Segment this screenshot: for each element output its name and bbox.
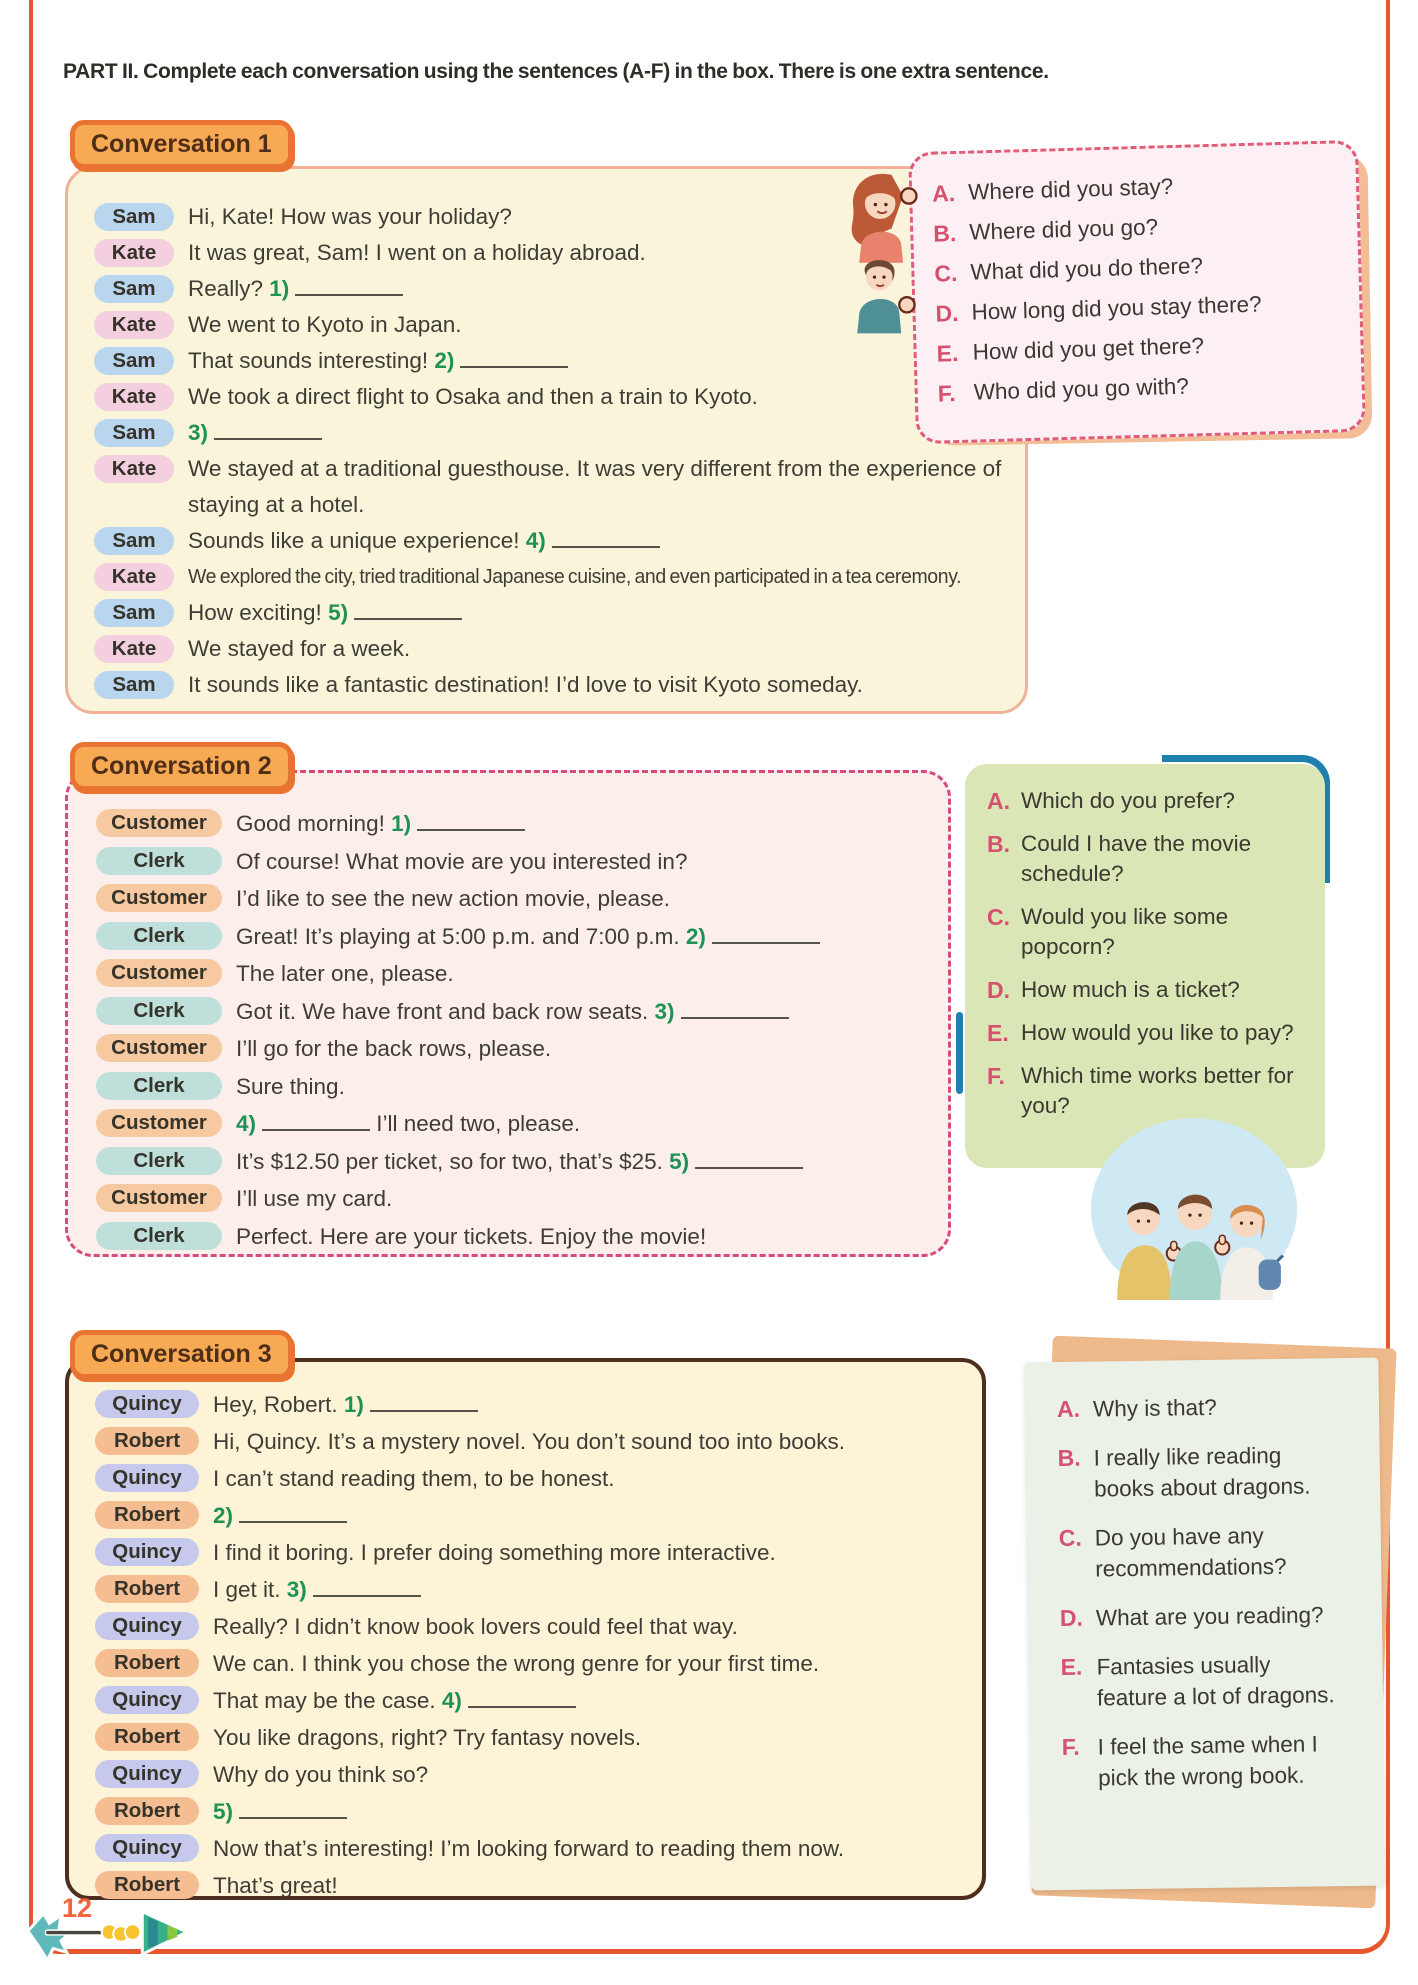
speaker-pill: Kate (94, 383, 174, 411)
dialogue-text: Got it. We have front and back row seats. (236, 998, 655, 1024)
option-letter: F. (1061, 1733, 1080, 1761)
dialogue-line (188, 379, 1009, 415)
dialogue-text: We stayed for a week. (188, 636, 411, 661)
option-letter: E. (1060, 1653, 1083, 1681)
options-list-2 (987, 786, 1311, 1121)
options-box-3 (1024, 1358, 1385, 1891)
speaker-pill: Sam (94, 275, 174, 303)
blank-number: 1) (391, 811, 412, 836)
answer-blank[interactable] (370, 1408, 478, 1412)
option-text: Where did you stay? (967, 173, 1174, 205)
dialogue-line (213, 1719, 966, 1756)
dialogue-text: Great! It’s playing at 5:00 p.m. and 7:00 p.m. (236, 923, 686, 949)
option-text: Which do you prefer? (1021, 788, 1235, 813)
speaker-pill: Robert (95, 1575, 199, 1603)
dialogue-text: Hi, Quincy. It’s a mystery novel. You don’t sound too into books. (213, 1429, 846, 1454)
dialogue-row (96, 1030, 932, 1068)
option-letter: B. (987, 831, 1010, 857)
option-text: How long did you stay there? (971, 291, 1262, 325)
dialogue-row (94, 415, 1009, 451)
speaker-pill: Kate (94, 635, 174, 663)
dialogue-line (213, 1534, 966, 1571)
dialogue-row (95, 1645, 966, 1682)
dialogue-text: I get it. (213, 1577, 287, 1602)
dialogue-text: I can’t stand reading them, to be honest. (213, 1466, 615, 1491)
speaker-pill: Clerk (96, 1222, 222, 1250)
option-item (933, 207, 1344, 248)
dialogue-row (96, 805, 932, 843)
dialogue-text: I’d like to see the new action movie, please. (236, 886, 670, 911)
dialogue-line (188, 451, 1009, 523)
option-text: Who did you go with? (973, 373, 1190, 405)
dialogue-text: I find it boring. I prefer doing something more interactive. (213, 1540, 776, 1565)
speaker-pill: Robert (95, 1427, 199, 1455)
answer-blank[interactable] (239, 1519, 347, 1523)
dialogue-row (96, 1105, 932, 1143)
speaker-pill: Sam (94, 347, 174, 375)
dialogue-line (213, 1793, 966, 1830)
dialogue-text: That’s great! (213, 1873, 338, 1898)
conversation-2-label: Conversation 2 (70, 742, 293, 791)
option-text: Fantasies usually feature a lot of dragons. (1096, 1652, 1335, 1711)
speaker-pill: Quincy (95, 1760, 199, 1788)
dialogue-line (213, 1645, 966, 1682)
dialogue-row (95, 1682, 966, 1719)
dialogue-text: Why do you think so? (213, 1762, 429, 1787)
blank-number: 3) (286, 1577, 307, 1602)
dialogue-line (188, 415, 1009, 451)
option-item (987, 975, 1311, 1005)
blank-number: 3) (654, 998, 675, 1024)
answer-blank[interactable] (468, 1704, 576, 1708)
option-item (934, 247, 1345, 288)
option-item (987, 829, 1311, 889)
speaker-pill: Kate (94, 455, 174, 483)
option-item (1057, 1390, 1341, 1425)
dialogue-text: Really? (188, 276, 270, 301)
answer-blank[interactable] (354, 616, 462, 620)
speaker-pill: Robert (95, 1501, 199, 1529)
option-letter: D. (1059, 1604, 1084, 1632)
dialogue-line (188, 631, 1009, 667)
dialogue-text: We can. I think you chose the wrong genre for your first time. (213, 1651, 820, 1676)
dialogue-line (213, 1830, 966, 1867)
option-text: Where did you go? (968, 214, 1159, 245)
dialogue-row (96, 1218, 932, 1256)
dialogue-text: Sure thing. (236, 1073, 345, 1099)
speaker-pill: Quincy (95, 1464, 199, 1492)
speaker-pill: Customer (96, 884, 222, 912)
speaker-pill: Clerk (96, 1072, 222, 1100)
option-item (937, 367, 1348, 408)
blank-number: 2) (434, 348, 455, 373)
speaker-pill: Kate (94, 239, 174, 267)
dialogue-text: It was great, Sam! I went on a holiday abroad. (188, 240, 646, 265)
dialogue-row (96, 1180, 932, 1218)
dialogue-row (94, 667, 1009, 703)
option-text: Would you like some popcorn? (1021, 904, 1229, 959)
blank-number: 5) (328, 600, 349, 625)
dialogue-row (94, 343, 1009, 379)
answer-blank[interactable] (214, 436, 322, 440)
dialogue-text: I’ll go for the back rows, please. (236, 1036, 552, 1061)
dialogue-line (236, 880, 932, 918)
dialogue-row (94, 451, 1009, 523)
dialogue-row (95, 1423, 966, 1460)
option-item (987, 786, 1311, 816)
option-item (936, 327, 1347, 368)
option-letter: A. (1056, 1395, 1081, 1423)
option-letter: A. (931, 180, 956, 207)
dialogue-line (213, 1682, 966, 1719)
dialogue-row (94, 379, 1009, 415)
option-text: I feel the same when I pick the wrong book. (1097, 1731, 1318, 1791)
dialogue-row (95, 1867, 966, 1904)
conversation-3-box (65, 1358, 986, 1900)
speaker-pill: Clerk (96, 847, 222, 875)
speaker-pill: Quincy (95, 1612, 199, 1640)
part-title: PART II. Complete each conversation using the sentences (A-F) in the box. There is one extra sentence. (63, 60, 1049, 83)
dialogue-text: Now that’s interesting! I’m looking forward to reading them now. (213, 1836, 845, 1861)
option-item (1059, 1519, 1344, 1585)
page-number: 12 (62, 1893, 93, 1923)
dialogue-line (236, 1068, 932, 1106)
option-text: What did you do there? (970, 253, 1204, 285)
dialogue-row (94, 631, 1009, 667)
dialogue-row (95, 1608, 966, 1645)
option-text: Which time works better for you? (1021, 1063, 1294, 1118)
dialogue-text: We explored the city, tried traditional Japanese cuisine, and even participated in a tea ceremony. (188, 565, 962, 588)
answer-blank[interactable] (552, 544, 660, 548)
dialogue-text: You like dragons, right? Try fantasy novels. (213, 1725, 642, 1750)
option-letter: C. (934, 260, 958, 287)
dialogue-row (96, 1143, 932, 1181)
dialogue-row (95, 1497, 966, 1534)
dialogue-line (236, 1030, 932, 1068)
option-letter: F. (987, 1063, 1005, 1089)
answer-blank[interactable] (460, 364, 568, 368)
speaker-pill: Customer (96, 809, 222, 837)
option-item (932, 167, 1343, 208)
dialogue-line (188, 523, 1009, 559)
dialogue-text: Good morning! (236, 811, 392, 836)
blank-number: 1) (343, 1392, 364, 1417)
answer-blank[interactable] (313, 1593, 421, 1597)
dialogue-text: How exciting! (188, 600, 329, 625)
blank-number: 3) (188, 420, 209, 445)
dialogue-line (236, 918, 932, 956)
option-text: I really like reading books about dragons. (1093, 1442, 1311, 1502)
answer-blank[interactable] (262, 1127, 370, 1131)
dialogue-line (213, 1497, 966, 1534)
friends-thumbs-up-illustration (1085, 1112, 1303, 1304)
option-letter: E. (987, 1020, 1009, 1046)
answer-blank[interactable] (239, 1815, 347, 1819)
blank-number: 4) (441, 1688, 462, 1713)
speaker-pill: Quincy (95, 1686, 199, 1714)
conversation-2-box (65, 770, 951, 1257)
answer-blank[interactable] (295, 292, 403, 296)
speaker-pill: Robert (95, 1797, 199, 1825)
dialogue-line (188, 595, 1009, 631)
dialogue-text: We went to Kyoto in Japan. (188, 312, 462, 337)
dialogue-row (96, 843, 932, 881)
dialogue-line (236, 1105, 932, 1143)
dialogue-row (96, 993, 932, 1031)
option-text: Do you have any recommendations? (1094, 1523, 1287, 1582)
dialogue-line (213, 1460, 966, 1497)
dialogue-line (188, 343, 1009, 379)
dialogue-row (95, 1571, 966, 1608)
speaker-pill: Sam (94, 599, 174, 627)
man-illustration (857, 260, 914, 333)
option-letter: D. (935, 299, 959, 327)
dialogue-row (95, 1534, 966, 1571)
conversation-1-label: Conversation 1 (70, 120, 293, 169)
option-text: Why is that? (1092, 1394, 1217, 1422)
blank-number: 1) (269, 276, 290, 301)
dialogue-line (236, 955, 932, 993)
options-box-1 (908, 140, 1366, 444)
speaker-pill: Customer (96, 959, 222, 987)
speaker-pill: Clerk (96, 922, 222, 950)
dialogue-text: I’ll need two, please. (370, 1111, 581, 1136)
option-text: What are you reading? (1095, 1602, 1324, 1631)
conversation-3-label: Conversation 3 (70, 1330, 293, 1379)
blank-number: 5) (669, 1148, 690, 1174)
option-text: Could I have the movie schedule? (1021, 831, 1252, 886)
dialogue-line (188, 667, 1009, 703)
speaker-pill: Robert (95, 1649, 199, 1677)
arrow-illustration (18, 1902, 193, 1964)
speaker-pill: Robert (95, 1723, 199, 1751)
dialogue-line (236, 993, 932, 1031)
dialogue-text: It’s $12.50 per ticket, so for two, that’s $25. (236, 1148, 670, 1174)
option-item (987, 1018, 1311, 1048)
dialogue-line (213, 1867, 966, 1904)
dialogue-text: Perfect. Here are your tickets. Enjoy the movie! (236, 1223, 707, 1249)
dialogue-row (95, 1830, 966, 1867)
dialogue-text: That may be the case. (213, 1688, 442, 1713)
blank-number: 5) (213, 1799, 234, 1824)
option-text: How did you get there? (972, 333, 1205, 365)
dialogue-row (95, 1719, 966, 1756)
blank-number: 4) (236, 1111, 257, 1136)
dialogue-text: Hi, Kate! How was your holiday? (188, 204, 512, 229)
dialogue-text: Sounds like a unique experience! (188, 528, 526, 553)
speaker-pill: Kate (94, 311, 174, 339)
option-letter: B. (1057, 1444, 1081, 1472)
dialogue-line (236, 805, 932, 843)
dialogue-row (96, 1068, 932, 1106)
speaker-pill: Customer (96, 1109, 222, 1137)
option-item (1057, 1439, 1342, 1505)
option-text: How much is a ticket? (1021, 977, 1240, 1002)
answer-blank[interactable] (417, 827, 525, 831)
speaker-pill: Sam (94, 527, 174, 555)
answer-blank[interactable] (695, 1165, 803, 1169)
dialogue-line (213, 1571, 966, 1608)
dialogue-text: The later one, please. (236, 961, 454, 986)
dialogue-text: We stayed at a traditional guesthouse. It was very different from the experience of staying at a hotel. (188, 456, 1002, 517)
option-letter: C. (1058, 1524, 1082, 1552)
option-item (1061, 1728, 1346, 1794)
dialogue-line (236, 1180, 932, 1218)
answer-blank[interactable] (712, 940, 820, 944)
dialogue-row (96, 955, 932, 993)
option-letter: B. (932, 220, 957, 247)
options-list-3 (1057, 1390, 1347, 1794)
option-item (1060, 1648, 1345, 1714)
options-box-2 (965, 764, 1325, 1168)
option-letter: A. (987, 788, 1010, 814)
speaker-pill: Clerk (96, 1147, 222, 1175)
woman-illustration (852, 174, 917, 263)
conversation-2-dialogue (96, 805, 932, 1255)
blank-number: 2) (685, 923, 706, 949)
dialogue-row (95, 1756, 966, 1793)
conversation-3-dialogue (95, 1386, 966, 1904)
options-2-blue-accent-left (956, 1012, 963, 1094)
option-text: How would you like to pay? (1021, 1020, 1294, 1045)
dialogue-text: I’ll use my card. (236, 1186, 393, 1211)
dialogue-text: It sounds like a fantastic destination! I’d love to visit Kyoto someday. (188, 672, 863, 697)
dialogue-line (188, 559, 968, 595)
dialogue-row (95, 1460, 966, 1497)
dialogue-line (213, 1608, 966, 1645)
speaker-pill: Clerk (96, 997, 222, 1025)
dialogue-line (213, 1386, 966, 1423)
answer-blank[interactable] (681, 1015, 789, 1019)
speaker-pill: Sam (94, 671, 174, 699)
dialogue-text: Really? I didn’t know book lovers could feel that way. (213, 1614, 738, 1639)
speaker-pill: Customer (96, 1184, 222, 1212)
blank-number: 4) (525, 528, 546, 553)
option-item (987, 902, 1311, 962)
dialogue-row (96, 880, 932, 918)
dialogue-row (96, 918, 932, 956)
dialogue-row (95, 1386, 966, 1423)
blank-number: 2) (213, 1503, 234, 1528)
dialogue-line (213, 1423, 966, 1460)
dialogue-line (236, 1218, 932, 1256)
speaker-pill: Quincy (95, 1390, 199, 1418)
dialogue-text: We took a direct flight to Osaka and then a train to Kyoto. (188, 384, 758, 409)
dialogue-text: Of course! What movie are you interested in? (236, 848, 688, 874)
speaker-pill: Sam (94, 419, 174, 447)
speaker-pill: Quincy (95, 1538, 199, 1566)
speaker-pill: Quincy (95, 1834, 199, 1862)
speaker-pill: Robert (95, 1871, 199, 1899)
option-letter: D. (987, 977, 1010, 1003)
peeking-characters-illustration (842, 168, 926, 348)
dialogue-text: That sounds interesting! (188, 348, 435, 373)
dialogue-row (94, 523, 1009, 559)
dialogue-line (213, 1756, 966, 1793)
speaker-pill: Sam (94, 203, 174, 231)
dialogue-line (236, 1143, 932, 1181)
dialogue-row (95, 1793, 966, 1830)
dialogue-line (236, 843, 932, 881)
option-letter: F. (937, 380, 957, 407)
speaker-pill: Kate (94, 563, 174, 591)
option-item (935, 287, 1346, 328)
speaker-pill: Customer (96, 1034, 222, 1062)
option-letter: E. (936, 340, 959, 367)
dialogue-row (94, 559, 1009, 595)
dialogue-row (94, 595, 1009, 631)
option-item (1060, 1599, 1344, 1634)
options-list-1 (932, 167, 1348, 408)
option-letter: C. (987, 904, 1010, 930)
dialogue-text: Hey, Robert. (213, 1392, 344, 1417)
